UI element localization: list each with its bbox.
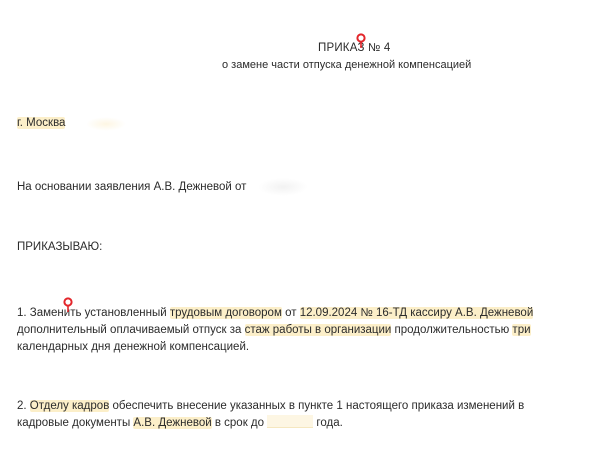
p1-text-5: календарных дня денежной компенсацией. (17, 341, 250, 353)
basis-line: На основании заявления А.В. Дежневой от (17, 181, 247, 193)
p1-contract-number: 12.09.2024 № 16-ТД кассиру А.В. Дежневой (299, 307, 534, 319)
p1-text-4: продолжительностью (391, 324, 513, 336)
p1-text-3: дополнительный оплачиваемый отпуск за (17, 324, 245, 336)
city: г. Москва (17, 117, 66, 129)
paragraph-2 (17, 398, 577, 432)
order-word: ПРИКАЗЫВАЮ: (17, 241, 103, 253)
location-pin-icon (63, 297, 73, 313)
p1-text-1: 1. Заменить установленный (17, 307, 170, 319)
p1-seniority: стаж работы в организации (244, 324, 392, 336)
p2-deadline-blank (267, 415, 313, 428)
p2-text-1: 2. (17, 400, 30, 412)
location-pin-icon (356, 33, 366, 49)
p2-text-4: года. (313, 417, 343, 429)
city-blank (86, 117, 126, 131)
paragraph-1 (17, 305, 577, 356)
order-subtitle: о замене части отпуска денежной компенсацией (222, 59, 472, 71)
p2-employee: А.В. Дежневой (133, 417, 212, 429)
p2-text-3: в срок до (211, 417, 268, 429)
p2-hr-department: Отделу кадров (29, 400, 110, 412)
p2-text-2: обеспечить внесение указанных в пункте 1 настоящего приказа изменений в кадровые документы (17, 400, 525, 429)
order-title: ПРИКАЗ № 4 (318, 42, 391, 54)
p1-text-2: от (281, 307, 300, 319)
p1-days: три (512, 324, 531, 336)
p1-contract: трудовым договором (169, 307, 282, 319)
basis-date-blank (258, 178, 308, 196)
